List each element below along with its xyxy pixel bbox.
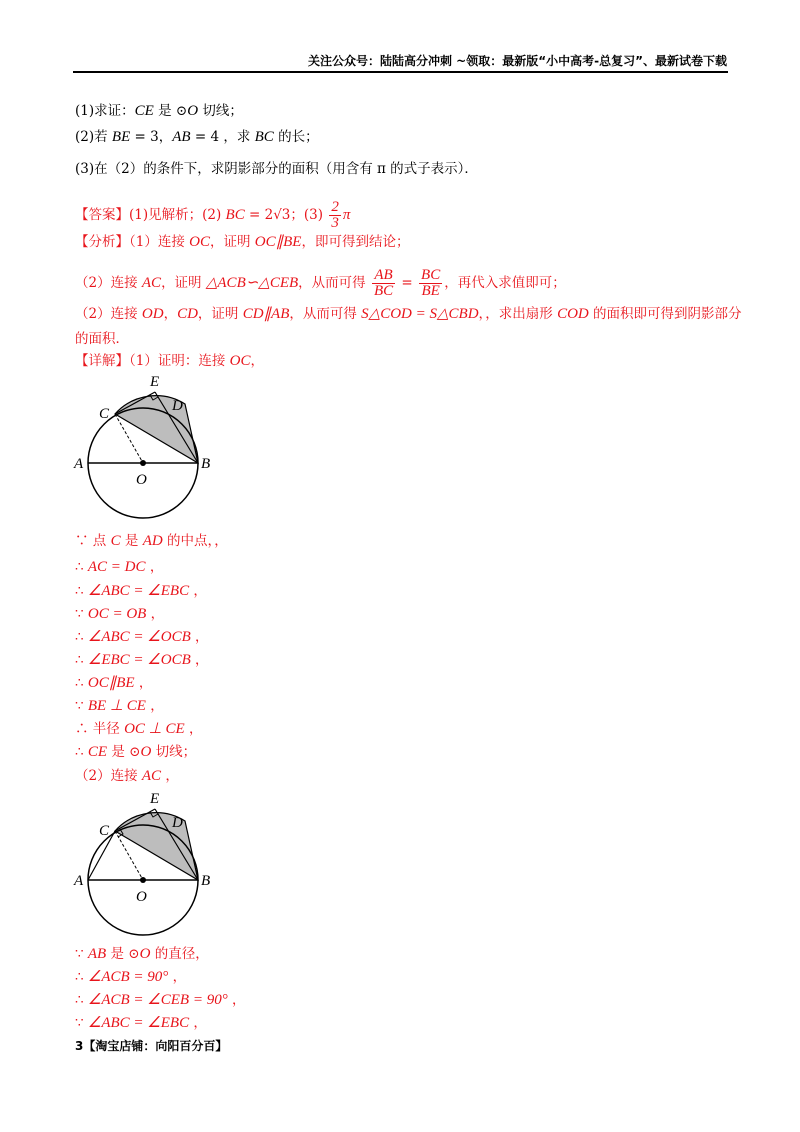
math-expression: OD xyxy=(141,306,164,322)
text-segment: ， xyxy=(190,652,209,668)
fraction-denominator: BE xyxy=(421,283,440,299)
text-segment: 是 ⊙ xyxy=(153,103,188,119)
text-segment: ∵ xyxy=(75,946,88,962)
text-segment: （2）连接 xyxy=(75,306,142,322)
math-expression: AB xyxy=(87,946,107,962)
text-segment: ， xyxy=(145,698,164,714)
text-line-s14 xyxy=(75,991,246,1009)
label-O: O xyxy=(136,472,147,488)
geometry-figure-1 xyxy=(70,368,220,523)
fraction-numerator: BC xyxy=(421,267,441,283)
text-segment: 【分析】（1）连接 xyxy=(75,234,190,250)
math-expression: CD∥AB xyxy=(242,306,290,322)
label-O: O xyxy=(136,889,147,905)
text-segment: (1)求证： xyxy=(75,103,135,119)
math-expression: AB xyxy=(172,129,191,145)
text-segment: ∴ xyxy=(75,583,88,599)
text-segment: ， xyxy=(145,559,164,575)
text-line-s15 xyxy=(75,1014,207,1032)
text-line-s3 xyxy=(75,582,207,600)
math-expression: ∠EBC = ∠OCB xyxy=(87,652,191,668)
text-line-s7 xyxy=(75,674,152,692)
text-segment: 切线； xyxy=(151,744,197,760)
text-line-s11 xyxy=(75,767,179,785)
text-segment: ，证明 xyxy=(209,234,255,250)
text-segment: ∵ xyxy=(75,698,88,714)
math-expression: OC∥BE xyxy=(254,234,302,250)
text-segment: ， xyxy=(190,629,209,645)
text-segment: ∴ xyxy=(75,744,88,760)
math-expression: AC = DC xyxy=(87,559,146,575)
fraction xyxy=(419,268,442,299)
text-segment: ∴ xyxy=(75,559,88,575)
text-segment: ∴ xyxy=(75,652,88,668)
math-expression: BE xyxy=(111,129,131,145)
math-expression: BE ⊥ CE xyxy=(87,698,146,714)
text-segment: = 2√3；(3) xyxy=(244,207,328,223)
text-segment: 是 ⊙ xyxy=(107,744,141,760)
text-line-s6 xyxy=(75,651,209,669)
label-D: D xyxy=(172,815,183,831)
label-C: C xyxy=(99,406,110,422)
text-segment: ， xyxy=(146,606,165,622)
text-segment: ， xyxy=(134,675,153,691)
fraction-denominator: BC xyxy=(373,283,394,299)
text-segment: 的中点，， xyxy=(162,533,228,549)
math-expression: ∠ABC = ∠OCB xyxy=(87,629,191,645)
text-line-analysis xyxy=(75,233,409,251)
math-expression: BC xyxy=(225,207,245,223)
text-segment: 是 xyxy=(120,533,143,549)
text-line-s9 xyxy=(75,720,202,738)
text-segment: ， xyxy=(161,768,179,784)
text-segment: ，证明 xyxy=(197,306,243,322)
text-line-q1 xyxy=(75,102,243,120)
math-expression: C xyxy=(110,533,121,549)
text-segment: 【答案】(1)见解析；(2) xyxy=(75,207,226,223)
text-segment: ， xyxy=(227,992,246,1008)
math-expression: AD xyxy=(142,533,163,549)
fraction-denominator: 3 xyxy=(331,215,339,231)
text-segment: ∵ xyxy=(75,1015,88,1031)
text-segment: ，证明 xyxy=(161,275,206,291)
text-segment: ，从而可得 xyxy=(298,275,370,291)
text-segment: ∴ xyxy=(75,675,88,691)
text-segment: 的长； xyxy=(273,129,319,145)
text-segment: ∵ 点 xyxy=(75,533,111,549)
text-segment: ∴ 半径 xyxy=(75,721,125,737)
math-expression: OC = OB xyxy=(87,606,147,622)
fraction xyxy=(329,200,341,231)
text-segment: = 3， xyxy=(130,129,173,145)
text-segment: ∵ xyxy=(75,606,88,622)
text-segment: ，，求出扇形 xyxy=(478,306,558,322)
text-segment: = xyxy=(397,275,418,291)
math-expression: OC xyxy=(189,234,210,250)
math-expression: ∠ACB = 90° xyxy=(87,969,169,985)
fraction-numerator: 2 xyxy=(331,199,339,215)
text-segment: ， xyxy=(168,969,187,985)
header-rule xyxy=(73,71,728,73)
math-expression: O xyxy=(140,744,152,760)
text-segment: 的面积． xyxy=(75,331,129,347)
text-line-s8 xyxy=(75,697,164,715)
page-header: 关注公众号：陆陆高分冲刺 ~领取：最新版“小中高考-总复习”、最新试卷下载 xyxy=(308,54,727,68)
text-segment: （2）连接 xyxy=(75,768,142,784)
text-line-q2 xyxy=(75,128,319,146)
text-segment: 【详解】（1）证明：连接 xyxy=(75,353,230,369)
text-line-s12 xyxy=(75,945,209,963)
text-segment: 是 ⊙ xyxy=(106,946,140,962)
text-segment: （2）连接 xyxy=(75,275,142,291)
text-segment: = 4 ，求 xyxy=(190,129,255,145)
text-segment: ∴ xyxy=(75,992,88,1008)
label-E: E xyxy=(150,791,160,807)
math-expression: O xyxy=(187,103,199,119)
text-segment: ，即可得到结论； xyxy=(301,234,410,250)
label-C: C xyxy=(99,823,110,839)
text-line-analysis3b xyxy=(75,330,129,348)
text-segment: (2)若 xyxy=(75,129,112,145)
text-line-s4 xyxy=(75,605,164,623)
text-segment: ∴ xyxy=(75,969,88,985)
math-expression: ∠ABC = ∠EBC xyxy=(87,583,190,599)
label-B: B xyxy=(201,456,211,472)
math-expression: ∠ABC = ∠EBC xyxy=(87,1015,190,1031)
text-segment: ， xyxy=(250,353,264,369)
math-expression: CE xyxy=(87,744,108,760)
math-expression: O xyxy=(139,946,151,962)
text-segment: ，从而可得 xyxy=(289,306,362,322)
text-line-s10 xyxy=(75,743,196,761)
text-segment: ∴ xyxy=(75,629,88,645)
text-line-s2 xyxy=(75,558,163,576)
text-line-q3 xyxy=(75,160,478,178)
math-expression: S△COD = S△CBD xyxy=(361,306,479,322)
text-segment: ， xyxy=(189,583,207,599)
math-expression: ∠ACB = ∠CEB = 90° xyxy=(87,992,228,1008)
text-line-analysis2 xyxy=(75,268,566,299)
label-A: A xyxy=(74,873,84,889)
label-A: A xyxy=(74,456,84,472)
text-segment: ， xyxy=(189,1015,207,1031)
text-line-s1 xyxy=(75,532,228,550)
fraction-numerator: AB xyxy=(372,268,395,284)
math-expression: BC xyxy=(254,129,274,145)
geometry-figure-2 xyxy=(70,785,220,940)
math-expression: AC xyxy=(141,768,162,784)
math-expression: π xyxy=(342,207,351,223)
text-segment: ，再代入求值即可； xyxy=(444,275,566,291)
fraction xyxy=(372,268,395,299)
math-expression: CD xyxy=(177,306,198,322)
math-expression: OC xyxy=(229,353,251,369)
label-B: B xyxy=(201,873,211,889)
label-E: E xyxy=(150,374,160,390)
label-D: D xyxy=(172,398,183,414)
math-expression: CE xyxy=(134,103,154,119)
text-segment: 的直径， xyxy=(150,946,209,962)
text-segment: (3)在（2）的条件下，求阴影部分的面积（用含有 π 的式子表示）． xyxy=(75,161,478,177)
text-segment: 切线； xyxy=(198,103,243,119)
math-expression: COD xyxy=(557,306,589,322)
text-line-analysis3 xyxy=(75,305,742,323)
math-expression: OC∥BE xyxy=(87,675,135,691)
math-expression: △ACB∽△CEB xyxy=(205,275,299,291)
text-line-s13 xyxy=(75,968,186,986)
page-footer: 3【淘宝店铺：向阳百分百】 xyxy=(75,1039,228,1053)
text-line-answer xyxy=(75,200,350,231)
text-segment: 的面积即可得到阴影部分 xyxy=(588,306,742,322)
text-segment: ， xyxy=(163,306,178,322)
text-line-s5 xyxy=(75,628,209,646)
math-expression: AC xyxy=(141,275,162,291)
text-segment: ， xyxy=(184,721,203,737)
math-expression: OC ⊥ CE xyxy=(124,721,185,737)
